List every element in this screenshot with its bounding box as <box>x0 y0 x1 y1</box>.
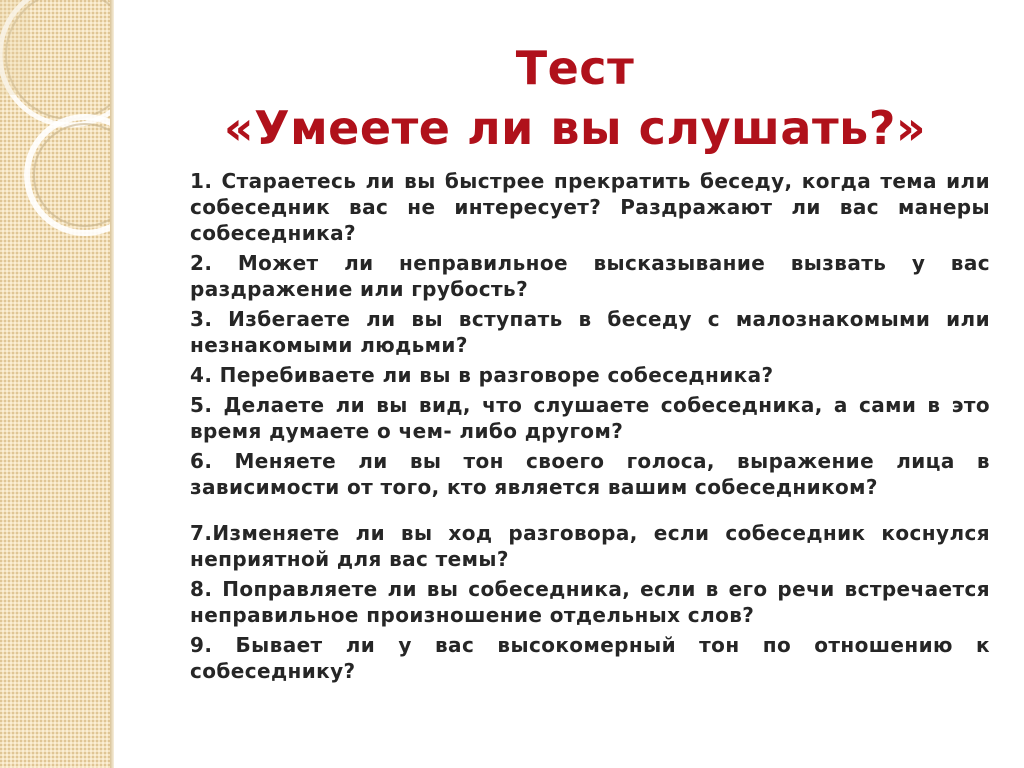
question-item: 6. Меняете ли вы тон своего голоса, выражение лица в зависимости от того, кто является вашим собеседником? <box>190 449 990 499</box>
decorative-side-panel <box>0 0 112 768</box>
slide-subtitle: «Умеете ли вы слушать?» <box>223 101 927 155</box>
question-item: 4. Перебиваете ли вы в разговоре собеседника? <box>190 363 774 387</box>
question-item: 9. Бывает ли у вас высокомерный тон по отношению к собеседнику? <box>190 633 990 683</box>
question-item: 3. Избегаете ли вы вступать в беседу с малознакомыми или незнакомыми людьми? <box>190 307 990 357</box>
panel-divider <box>110 0 114 768</box>
question-item: 8. Поправляете ли вы собеседника, если в его речи встречается неправильное произношение отдельных слов? <box>190 577 990 627</box>
question-list <box>190 168 990 688</box>
slide-title: Тест <box>515 41 635 95</box>
question-item: 5. Делаете ли вы вид, что слушаете собеседника, а сами в это время думаете о чем- либо другом? <box>190 393 990 443</box>
question-item: 7.Изменяете ли вы ход разговора, если собеседник коснулся неприятной для вас темы? <box>190 521 990 571</box>
question-item: 2. Может ли неправильное высказывание вызвать у вас раздражение или грубость? <box>190 251 990 301</box>
question-item: 1. Стараетесь ли вы быстрее прекратить беседу, когда тема или собеседник вас не интересует? Раздражают ли вас манеры собеседника? <box>190 169 990 245</box>
decorative-rings <box>0 0 112 768</box>
